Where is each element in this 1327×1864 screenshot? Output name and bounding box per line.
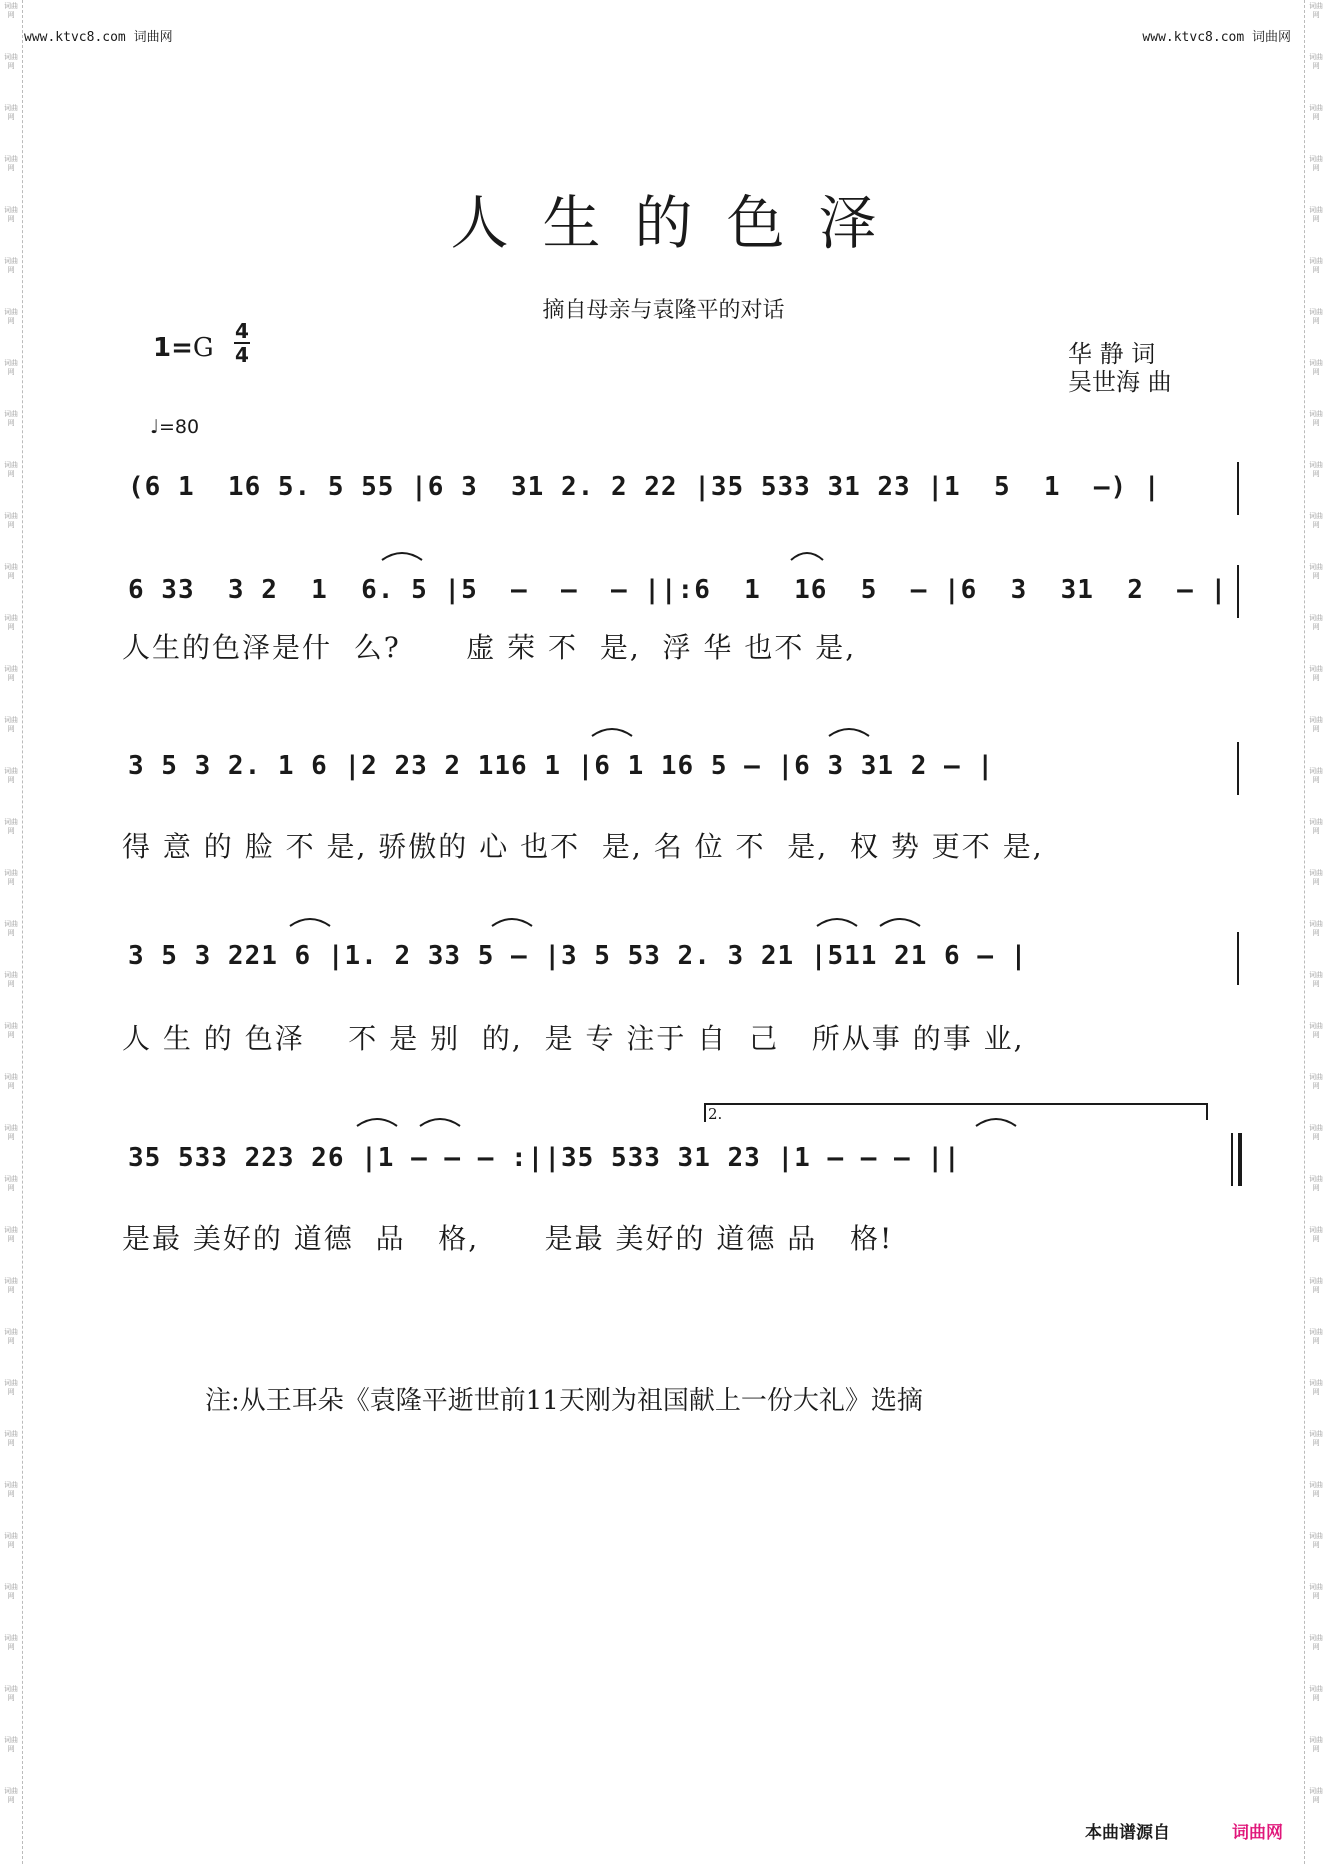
watermark-text: 词曲网 (1309, 563, 1323, 580)
watermark-text: 词曲网 (4, 1379, 18, 1396)
song-subtitle: 摘自母亲与袁隆平的对话 (542, 298, 785, 323)
key-letter: G (192, 333, 214, 363)
time-signature-top: 4 (235, 319, 249, 343)
watermark-text: 词曲网 (1309, 1277, 1323, 1294)
watermark-text: 词曲网 (1309, 359, 1323, 376)
watermark-text: 词曲网 (1309, 818, 1323, 835)
lyricist-credit: 华 静 词 (1068, 340, 1156, 368)
score-line-4-notes: 3 5 3 221 6 |1. 2 33 5 – |3 5 53 2. 3 21 |511 21 6 – | (128, 941, 1028, 971)
watermark-text: 词曲网 (4, 767, 18, 784)
watermark-text: 词曲网 (4, 1532, 18, 1549)
tie (357, 1119, 397, 1126)
watermark-text: 词曲网 (1309, 461, 1323, 478)
watermark-text: 词曲网 (4, 410, 18, 427)
watermark-text: 词曲网 (4, 1481, 18, 1498)
composer-credit: 吴世海 曲 (1068, 368, 1172, 396)
watermark-text: 词曲网 (1309, 512, 1323, 529)
watermark-text: 词曲网 (4, 1685, 18, 1702)
watermark-text: 词曲网 (4, 1277, 18, 1294)
tie (290, 919, 330, 926)
volta-label: 2. (708, 1105, 723, 1123)
tie (592, 729, 632, 736)
site-url-left[interactable]: www.ktvc8.com 词曲网 (24, 30, 173, 45)
watermark-text: 词曲网 (1309, 155, 1323, 172)
watermark-text: 词曲网 (4, 1787, 18, 1804)
score-line-3-lyrics: 得 意 的 脸 不 是, 骄傲的 心 也不 是, 名 位 不 是, 权 势 更不 是, (122, 830, 1044, 863)
score-line-2-notes: 6 33 3 2 1 6. 5 |5 – – – ||:6 1 16 5 – |6 3 31 2 – | (128, 575, 1228, 605)
watermark-text: 词曲网 (4, 716, 18, 733)
watermark-text: 词曲网 (4, 257, 18, 274)
watermark-text: 词曲网 (1309, 1022, 1323, 1039)
watermark-text: 词曲网 (4, 1175, 18, 1192)
watermark-text: 词曲网 (1309, 104, 1323, 121)
tie (382, 553, 422, 560)
watermark-text: 词曲网 (1309, 1481, 1323, 1498)
watermark-text: 词曲网 (4, 308, 18, 325)
watermark-text: 词曲网 (1309, 2, 1323, 19)
watermark-text: 词曲网 (4, 2, 18, 19)
watermark-text: 词曲网 (1309, 665, 1323, 682)
score-line-2-lyrics: 人生的色泽是什 么? 虚 荣 不 是, 浮 华 也不 是, (122, 631, 857, 664)
watermark-text: 词曲网 (1309, 1430, 1323, 1447)
watermark-text: 词曲网 (1309, 1634, 1323, 1651)
watermark-text: 词曲网 (1309, 257, 1323, 274)
tie (829, 729, 869, 736)
watermark-text: 词曲网 (4, 869, 18, 886)
watermark-text: 词曲网 (4, 1226, 18, 1243)
watermark-text: 词曲网 (4, 614, 18, 631)
score-line-3-notes: 3 5 3 2. 1 6 |2 23 2 116 1 |6 1 16 5 – |6 3 31 2 – | (128, 751, 994, 781)
watermark-text: 词曲网 (4, 1634, 18, 1651)
watermark-text: 词曲网 (4, 53, 18, 70)
watermark-text: 词曲网 (1309, 614, 1323, 631)
watermark-text: 词曲网 (1309, 308, 1323, 325)
watermark-text: 词曲网 (1309, 1124, 1323, 1141)
watermark-text: 词曲网 (4, 512, 18, 529)
watermark-text: 词曲网 (4, 1124, 18, 1141)
tie (420, 1119, 460, 1126)
watermark-text: 词曲网 (4, 818, 18, 835)
watermark-text: 词曲网 (4, 1328, 18, 1345)
song-title: 人生的色泽 (450, 189, 911, 257)
watermark-text: 词曲网 (1309, 767, 1323, 784)
watermark-text: 词曲网 (4, 920, 18, 937)
site-url-right[interactable]: www.ktvc8.com 词曲网 (1142, 30, 1291, 45)
watermark-text: 词曲网 (1309, 1736, 1323, 1753)
watermark-text: 词曲网 (1309, 1532, 1323, 1549)
watermark-text: 词曲网 (4, 1022, 18, 1039)
watermark-text: 词曲网 (4, 665, 18, 682)
watermark-text: 词曲网 (1309, 1226, 1323, 1243)
watermark-text: 词曲网 (4, 971, 18, 988)
watermark-text: 词曲网 (1309, 920, 1323, 937)
watermark-text: 词曲网 (1309, 1685, 1323, 1702)
tie (817, 919, 857, 926)
volta-bracket (705, 1104, 1207, 1122)
watermark-text: 词曲网 (4, 359, 18, 376)
tie (976, 1119, 1016, 1126)
watermark-text: 词曲网 (4, 461, 18, 478)
watermark-text: 词曲网 (1309, 1379, 1323, 1396)
watermark-text: 词曲网 (4, 155, 18, 172)
watermark-text: 词曲网 (4, 1073, 18, 1090)
watermark-text: 词曲网 (1309, 716, 1323, 733)
watermark-text: 词曲网 (1309, 1175, 1323, 1192)
score-line-5-notes: 35 533 223 26 |1 – – – :||35 533 31 23 |1 – – – || (128, 1143, 961, 1173)
watermark-text: 词曲网 (1309, 1073, 1323, 1090)
score-line-4-lyrics: 人 生 的 色泽 不 是 别 的, 是 专 注于 自 己 所从事 的事 业, (122, 1022, 1025, 1055)
watermark-text: 词曲网 (4, 1736, 18, 1753)
watermark-text: 词曲网 (4, 206, 18, 223)
watermark-text: 词曲网 (1309, 971, 1323, 988)
watermark-text: 词曲网 (1309, 410, 1323, 427)
watermark-text: 词曲网 (1309, 53, 1323, 70)
watermark-text: 词曲网 (4, 1583, 18, 1600)
watermark-text: 词曲网 (1309, 206, 1323, 223)
footnote: 注:从王耳朵《袁隆平逝世前11天刚为祖国献上一份大礼》选摘 (205, 1386, 923, 1416)
watermark-text: 词曲网 (4, 563, 18, 580)
tempo-marking: ♩=80 (150, 416, 200, 438)
tie (880, 919, 920, 926)
source-site-link[interactable]: 词曲网 (1232, 1823, 1283, 1843)
watermark-text: 词曲网 (1309, 1583, 1323, 1600)
source-label: 本曲谱源自 (1085, 1823, 1170, 1843)
watermark-text: 词曲网 (4, 104, 18, 121)
time-signature-bottom: 4 (235, 343, 249, 367)
score-line-1-notes: (6 1 16 5. 5 55 |6 3 31 2. 2 22 |35 533 31 23 |1 5 1 –) | (128, 472, 1161, 502)
tie (791, 553, 823, 560)
key-label: 1= (153, 333, 193, 363)
score-line-5-lyrics: 是最 美好的 道德 品 格, 是最 美好的 道德 品 格! (122, 1222, 894, 1255)
watermark-text: 词曲网 (4, 1430, 18, 1447)
watermark-text: 词曲网 (1309, 1328, 1323, 1345)
watermark-text: 词曲网 (1309, 869, 1323, 886)
tie (492, 919, 532, 926)
watermark-text: 词曲网 (1309, 1787, 1323, 1804)
